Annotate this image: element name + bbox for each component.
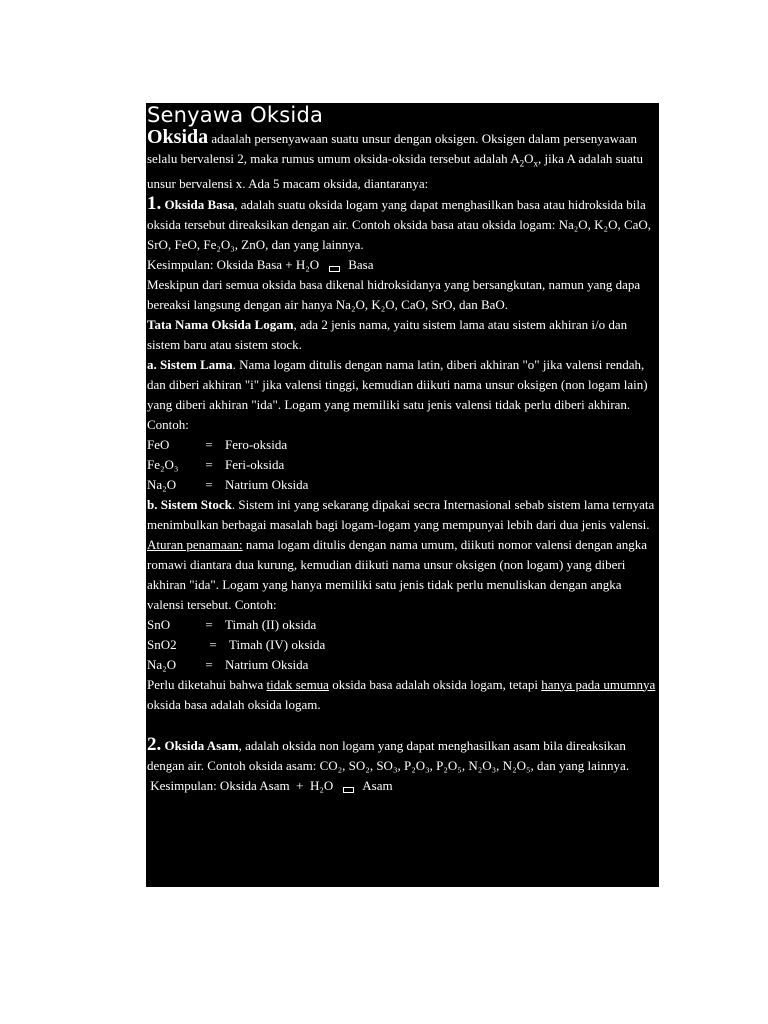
section-number-1: 1. [147,192,162,214]
oksida-asam-text: , adalah oksida non logam yang dapat menghasilkan asam bila direaksikan dengan air. Contoh oksida asam: CO₂, SO₂, SO₃, P₂O₃, P₂O₅, N₂O₃, N₂O₅, dan yang lainnya. [147,737,630,773]
example-equals: = [205,616,213,632]
tata-nama-heading: Tata Nama Oksida Logam [147,316,294,332]
kesimpulan-basa-left: Kesimpulan: Oksida Basa + H₂O [147,256,320,272]
oksida-asam-paragraph [147,735,658,776]
sistem-lama-paragraph [147,355,658,435]
tata-nama-paragraph [147,315,658,355]
example-formula: Fe₂O₃ [147,456,179,472]
meskipun-paragraph: Meskipun dari semua oksida basa dikenal hidroksidanya yang bersangkutan, namun yang dapa bereaksi langsung dengan air hanya Na₂O, K₂O, CaO, SrO, dan BaO. [147,276,641,312]
kesimpulan-basa [147,255,658,275]
example-formula: SnO2 [147,636,177,652]
document-page [146,103,659,887]
example-equals: = [205,476,213,492]
oksida-basa-paragraph [147,194,658,255]
example-row [147,475,658,495]
example-row [147,635,658,655]
example-formula: FeO [147,436,170,452]
kesimpulan-asam-left: Kesimpulan: Oksida Asam + H₂O [147,777,334,793]
sistem-stock-text-2: nama logam ditulis dengan nama umum, diikuti nomor valensi dengan angka romawi diantara dua kurung, kemudian diikuti nama unsur oksigen (non logam) yang diberi akhiran "ida". Logam yang hanya memiliki satu jenis tidak perlu menuliskan dengan angka valensi tersebut. Contoh: [147,536,648,612]
sistem-stock-examples [147,615,658,675]
example-name: Natrium Oksida [225,476,309,492]
intro-lead: Oksida [147,126,209,148]
example-name: Fero-oksida [225,436,288,452]
kesimpulan-asam-right: Asam [362,777,393,793]
example-name: Natrium Oksida [225,656,309,672]
intro-o: O [524,151,534,166]
example-name: Feri-oksida [225,456,285,472]
intro-text-1: adaalah persenyawaan suatu unsur dengan oksigen. Oksigen dalam persenyawaan selalu bervalensi 2, maka rumus umum oksida-oksida tersebut adalah A [147,131,638,166]
example-formula: Na₂O [147,656,177,672]
section-number-2: 2. [147,733,162,755]
intro-paragraph [147,127,658,194]
sistem-lama-text: . Nama logam ditulis dengan nama latin, diberi akhiran "o" jika valensi rendah, dan diberi akhiran "i" jika valensi tinggi, kemudian diikuti nama unsur oksigen (non logam lain) yang diberi akhiran "ida". Logam yang memiliki satu jenis valensi tidak perlu diberi akhiran. Contoh: [147,356,648,432]
aturan-penamaan: Aturan penamaan: [147,536,243,552]
reaction-arrow-icon [343,787,354,793]
sistem-stock-text-1: . Sistem ini yang sekarang dipakai secra Internasional sebab sistem lama ternyata menimbulkan berbagai masalah bagi logam-logam yang mempunyai lebih dari dua jenis valensi. [147,496,655,532]
tata-nama-text: , ada 2 jenis nama, yaitu sistem lama atau sistem akhiran i/o dan sistem baru atau sistem stock. [147,316,628,352]
example-formula: SnO [147,616,171,632]
oksida-basa-heading: Oksida Basa [161,196,235,212]
perlu-text-2: oksida basa adalah oksida logam, tetapi [328,676,542,692]
paragraph-gap [147,715,658,735]
intro-text-2: , jika A adalah suatu unsur bervalensi x. Ada 5 macam oksida, diantaranya: [147,151,644,191]
example-row [147,615,658,635]
sistem-lama-examples [147,435,658,495]
perlu-diketahui-paragraph [147,675,658,715]
sistem-stock-heading: b. Sistem Stock [147,496,232,512]
example-row [147,455,658,475]
intro-sub-2: 2 [519,158,525,169]
intro-sub-x: x [533,158,538,169]
sistem-lama-heading: a. Sistem Lama [147,356,233,372]
perlu-text-1: Perlu diketahui bahwa [147,676,267,692]
example-row [147,435,658,455]
example-row [147,655,658,675]
page-title: Senyawa Oksida [147,103,324,127]
kesimpulan-basa-right: Basa [348,256,374,272]
kesimpulan-asam [147,776,658,796]
example-equals: = [205,656,213,672]
hanya-pada-umumnya: hanya pada umumnya [541,676,656,692]
sistem-stock-paragraph [147,495,658,615]
example-equals: = [205,456,213,472]
example-name: Timah (II) oksida [225,616,317,632]
reaction-arrow-icon [329,266,340,272]
example-equals: = [209,636,217,652]
tidak-semua: tidak semua [266,676,329,692]
example-name: Timah (IV) oksida [229,636,326,652]
oksida-asam-heading: Oksida Asam [161,737,239,753]
example-formula: Na₂O [147,476,177,492]
oksida-basa-text: , adalah suatu oksida logam yang dapat menghasilkan basa atau hidroksida bila oksida tersebut direaksikan dengan air. Contoh oksida basa atau oksida logam: Na₂O, K₂O, CaO, SrO, FeO, Fe₂O₃, ZnO, dan yang lainnya. [147,196,652,252]
perlu-text-3: oksida basa adalah oksida logam. [147,696,321,712]
example-equals: = [205,436,213,452]
